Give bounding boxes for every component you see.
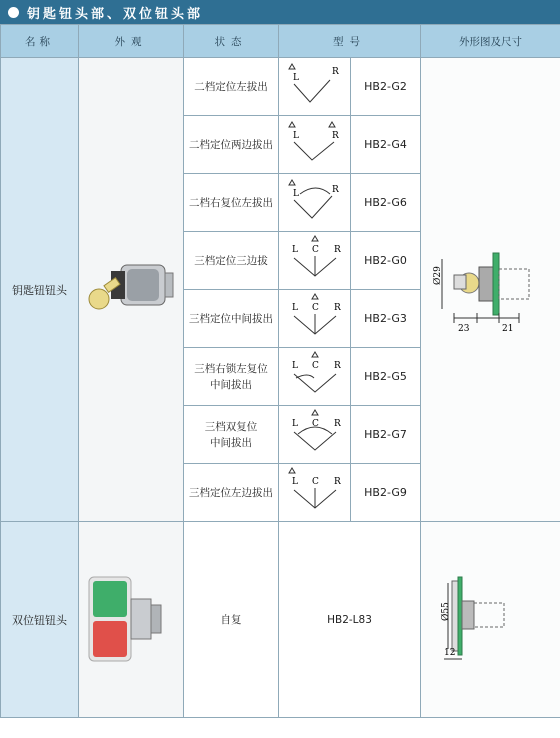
- model-cell: HB2-G5: [351, 348, 421, 406]
- svg-text:R: R: [331, 67, 339, 77]
- header-name: 名称: [1, 25, 79, 58]
- svg-text:R: R: [333, 303, 341, 313]
- switch-symbol-icon: [280, 464, 350, 518]
- switch-symbol-icon: [280, 58, 350, 112]
- switch-symbol-icon: [280, 232, 350, 286]
- spec-table: [0, 24, 560, 718]
- model-cell: HB2-G7: [351, 406, 421, 464]
- svg-text:Ø29: Ø29: [432, 266, 443, 285]
- symbol-cell: [279, 406, 351, 464]
- key-dimension-diagram: [424, 223, 558, 353]
- svg-text:R: R: [333, 419, 341, 429]
- banner-title: 钥匙钮头部、双位钮头部: [27, 6, 204, 22]
- symbol-cell: [279, 174, 351, 232]
- svg-text:C: C: [311, 419, 319, 429]
- state-cell: 三档定位三边拔: [184, 232, 279, 290]
- switch-symbol-icon: [280, 348, 350, 402]
- key-switch-image: [79, 58, 184, 522]
- double-state-cell: 自复: [184, 522, 279, 718]
- switch-symbol-icon: [280, 174, 350, 228]
- header-model: 型号: [279, 25, 421, 58]
- double-group-name: 双位钮钮头: [1, 522, 79, 718]
- symbol-cell: [279, 464, 351, 522]
- svg-text:L: L: [292, 131, 299, 141]
- svg-text:C: C: [311, 303, 319, 313]
- svg-text:R: R: [331, 131, 339, 141]
- section-banner: [0, 0, 560, 24]
- svg-text:R: R: [331, 185, 339, 195]
- svg-text:L: L: [291, 245, 298, 255]
- header-dimensions: 外形图及尺寸: [421, 25, 560, 58]
- symbol-cell: [279, 116, 351, 174]
- header-appearance: 外观: [79, 25, 184, 58]
- svg-text:21: 21: [501, 324, 513, 334]
- svg-text:L: L: [291, 419, 298, 429]
- svg-text:R: R: [333, 477, 341, 487]
- double-model-cell: HB2-L83: [279, 522, 421, 718]
- svg-text:23: 23: [457, 324, 469, 334]
- model-cell: HB2-G0: [351, 232, 421, 290]
- svg-text:L: L: [291, 303, 298, 313]
- model-cell: HB2-G3: [351, 290, 421, 348]
- svg-text:C: C: [311, 477, 319, 487]
- state-cell: 二档定位左拔出: [184, 58, 279, 116]
- model-cell: HB2-G2: [351, 58, 421, 116]
- symbol-cell: [279, 58, 351, 116]
- switch-symbol-icon: [280, 116, 350, 170]
- state-cell: 二档右复位左拔出: [184, 174, 279, 232]
- model-cell: HB2-G4: [351, 116, 421, 174]
- bullet-icon: [8, 7, 19, 18]
- state-cell: 三档定位左边拔出: [184, 464, 279, 522]
- header-state: 状态: [184, 25, 279, 58]
- symbol-cell: [279, 232, 351, 290]
- key-switch-photo: [81, 243, 181, 333]
- double-button-photo: [81, 563, 181, 673]
- svg-text:L: L: [292, 189, 299, 199]
- key-group-name: 钥匙钮钮头: [1, 58, 79, 522]
- svg-text:C: C: [311, 245, 319, 255]
- state-cell: 三档双复位 中间拔出: [184, 406, 279, 464]
- state-cell: 二档定位两边拔出: [184, 116, 279, 174]
- table-row: [1, 58, 560, 116]
- double-dimension-diagram: [424, 563, 558, 673]
- svg-text:C: C: [311, 361, 319, 371]
- svg-text:L: L: [291, 361, 298, 371]
- svg-text:L: L: [292, 73, 299, 83]
- key-dimension-drawing: [421, 58, 560, 522]
- svg-text:R: R: [333, 245, 341, 255]
- double-button-image: [79, 522, 184, 718]
- symbol-cell: [279, 348, 351, 406]
- model-cell: HB2-G9: [351, 464, 421, 522]
- header-row: [1, 25, 560, 58]
- switch-symbol-icon: [280, 290, 350, 344]
- state-cell: 三档右锁左复位 中间拔出: [184, 348, 279, 406]
- symbol-cell: [279, 290, 351, 348]
- state-cell: 三档定位中间拔出: [184, 290, 279, 348]
- switch-symbol-icon: [280, 406, 350, 460]
- model-cell: HB2-G6: [351, 174, 421, 232]
- double-dimension-drawing: [421, 522, 560, 718]
- svg-text:R: R: [333, 361, 341, 371]
- table-row: [1, 522, 560, 718]
- svg-text:12: 12: [443, 648, 455, 658]
- svg-text:Ø55: Ø55: [440, 602, 451, 621]
- svg-text:L: L: [291, 477, 298, 487]
